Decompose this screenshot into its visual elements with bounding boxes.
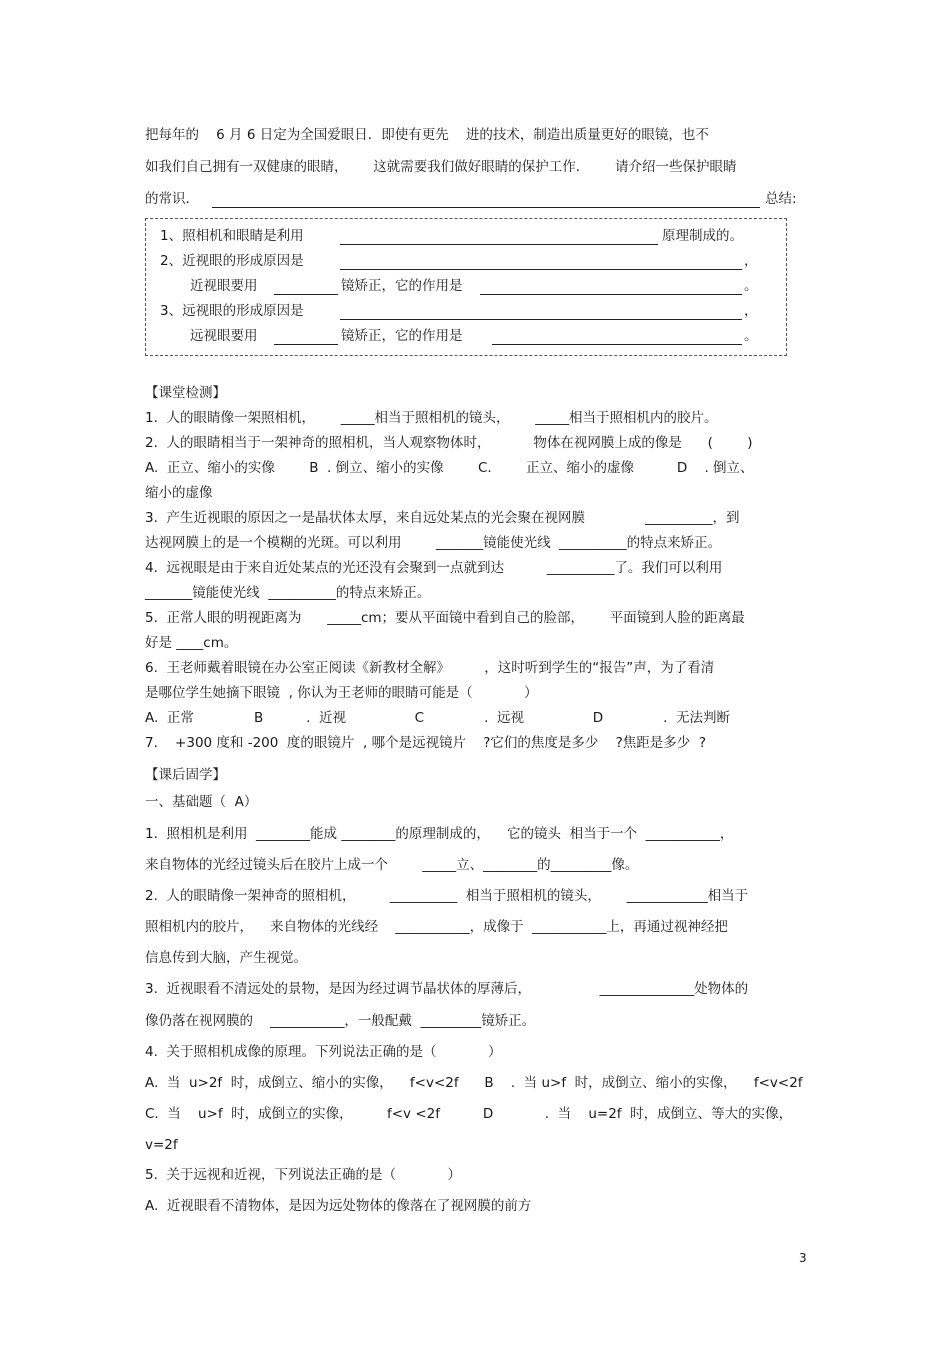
answer-blank[interactable]: [340, 244, 658, 245]
question-line: 1. 人的眼睛像一架照相机， _____相当于照相机的镜头， _____相当于照相机内的胶片。: [145, 410, 718, 426]
answer-blank[interactable]: [492, 344, 742, 345]
question-line: 信息传到大脑，产生视觉。: [145, 950, 307, 966]
question-line: 3. 产生近视眼的原因之一是晶状体太厚，来自远处某点的光会聚在视网膜 __________，到: [145, 510, 740, 526]
question-line: 是哪位学生她摘下眼镜 , 你认为王老师的眼睛可能是（ ）: [145, 685, 538, 701]
summary-item-2b-end: 。: [744, 278, 758, 294]
intro-line-3-start: 的常识．: [145, 191, 199, 207]
question-line: _______镜能使光线 __________的特点来矫正。: [145, 585, 431, 601]
summary-item-2b: 近视眼要用: [190, 278, 258, 294]
summary-item-2-end: ，: [744, 253, 758, 269]
option-line: C. 当 u>f 时，成倒立的实像， f<v <2f D . 当 u=2f 时，成倒立、等大的实像，: [145, 1106, 793, 1122]
answer-blank[interactable]: [274, 344, 338, 345]
answer-blank[interactable]: [274, 294, 338, 295]
question-line: 2. 人的眼睛像一架神奇的照相机， __________ 相当于照相机的镜头， ____________相当于: [145, 888, 749, 904]
question-line: 7. +300 度和 -200 度的眼镜片 , 哪个是远视镜片 ?它们的焦度是多少 ?焦距是多少 ?: [145, 735, 707, 751]
option-line: A. 当 u>2f 时，成倒立、缩小的实像， f<v<2f B . 当 u>f 时，成倒立、缩小的实像， f<v<2f: [145, 1075, 803, 1091]
option-line: A. 近视眼看不清物体，是因为远处物体的像落在了视网膜的前方: [145, 1198, 532, 1214]
question-line: 照相机内的胶片， 来自物体的光线经 ___________，成像于 ___________上，再通过视神经把: [145, 919, 728, 935]
summary-item-3: 3、远视眼的形成原因是: [160, 303, 304, 319]
section-heading: 【课后固学】: [145, 767, 226, 783]
question-line: 3. 近视眼看不清远处的景物，是因为经过调节晶状体的厚薄后， ______________处物体的: [145, 981, 749, 997]
summary-item-3b-mid: 镜矫正，它的作用是: [341, 328, 463, 344]
option-line: v=2f: [145, 1137, 178, 1153]
question-line: 4. 关于照相机成像的原理。下列说法正确的是（ ）: [145, 1044, 502, 1060]
question-line: 5. 正常人眼的明视距离为 _____cm；要从平面镜中看到自己的脸部， 平面镜到人脸的距离最: [145, 610, 745, 626]
question-line: 1. 照相机是利用 ________能成 ________的原理制成的， 它的镜头 相当于一个 ___________，: [145, 826, 734, 842]
summary-item-1: 1、照相机和眼睛是利用: [160, 228, 304, 244]
question-line: 好是 ____cm。: [145, 635, 238, 651]
option-line: A. 正立、缩小的实像 B . 倒立、缩小的实像 C. 正立、缩小的虚像 D . 倒立、: [145, 460, 754, 476]
section-heading: 【课堂检测】: [145, 385, 226, 401]
question-line: 来自物体的光经过镜头后在胶片上成一个 _____立、________的_________像。: [145, 857, 639, 873]
question-line: 像仍落在视网膜的 ___________，一般配戴 _________镜矫正。: [145, 1013, 536, 1029]
answer-blank[interactable]: [212, 207, 760, 208]
intro-line-1: 把每年的 6 月 6 日定为全国爱眼日．即使有更先 进的技术，制造出质量更好的眼镜，也不: [145, 127, 709, 143]
question-line: 6. 王老师戴着眼镜在办公室正阅读《新教材全解》 ，这时听到学生的“报告”声，为了看清: [145, 660, 715, 676]
page-number: 3: [799, 1251, 807, 1265]
summary-item-2: 2、近视眼的形成原因是: [160, 253, 304, 269]
question-line: 达视网膜上的是一个模糊的光斑。可以利用 _______镜能使光线 __________的特点来矫正。: [145, 535, 722, 551]
summary-item-3b: 远视眼要用: [190, 328, 258, 344]
option-line: 缩小的虚像: [145, 485, 213, 501]
subsection-heading: 一、基础题（ A）: [145, 794, 258, 810]
intro-line-2: 如我们自己拥有一双健康的眼睛， 这就需要我们做好眼睛的保护工作． 请介绍一些保护眼睛: [145, 159, 737, 175]
summary-item-1-end: 原理制成的。: [662, 228, 743, 244]
summary-item-3-end: ，: [744, 303, 758, 319]
summary-item-3b-end: 。: [744, 328, 758, 344]
question-line: 4. 远视眼是由于来自近处某点的光还没有会聚到一点就到达 __________了。我们可以利用: [145, 560, 723, 576]
answer-blank[interactable]: [480, 294, 742, 295]
summary-label: 总结:: [765, 191, 797, 207]
summary-item-2b-mid: 镜矫正，它的作用是: [341, 278, 463, 294]
question-line: 5. 关于远视和近视，下列说法正确的是（ ）: [145, 1167, 461, 1183]
option-line: A. 正常 B . 近视 C . 远视 D . 无法判断: [145, 710, 731, 726]
answer-blank[interactable]: [340, 269, 742, 270]
question-line: 2. 人的眼睛相当于一架神奇的照相机，当人观察物体时， 物体在视网膜上成的像是 ( ): [145, 435, 753, 451]
answer-blank[interactable]: [340, 319, 742, 320]
